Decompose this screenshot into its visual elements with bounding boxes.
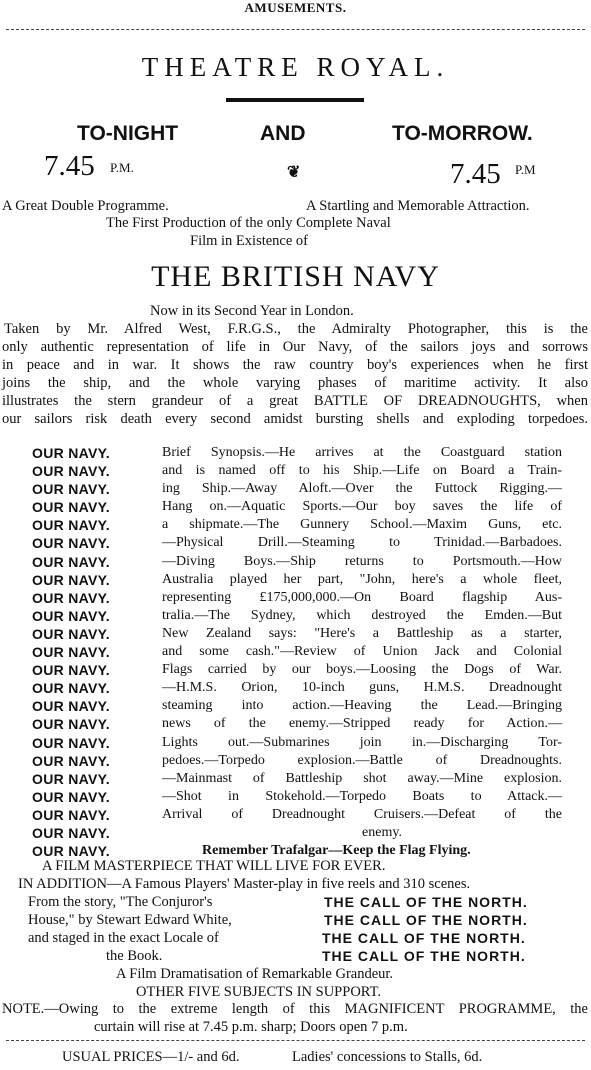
navy-label: OUR NAVY. <box>32 463 110 480</box>
theatre-name: THEATRE ROYAL. <box>141 52 450 82</box>
intro-line-2: The First Production of the only Complete Naval <box>106 215 391 231</box>
navy-label: OUR NAVY. <box>32 644 110 661</box>
synopsis-closing: Remember Trafalgar—Keep the Flag Flying. <box>202 843 471 859</box>
synopsis-line: Brief Synopsis.—He arrives at the Coastguard station <box>162 445 562 460</box>
synopsis-line: and some cash."—Review of Union Jack and Colonial <box>162 644 562 660</box>
synopsis-line: steaming into action.—Heaving the Lead.—Bringing <box>162 698 562 714</box>
synopsis-line: and is named off to his Ship.—Life on Board a Train- <box>162 463 562 479</box>
synopsis-line: tralia.—The Sydney, which destroyed the Emden.—But <box>162 607 562 623</box>
synopsis-line: —Mainmast of Battleship shot away.—Mine explosion. <box>162 770 562 786</box>
synopsis-line: Australia played her part, "John, here's a whole fleet, <box>162 571 562 587</box>
navy-label: OUR NAVY. <box>32 716 110 733</box>
description-line: joins the ship, and the whole varying phases of maritime activity. It also <box>2 375 588 391</box>
navy-label: OUR NAVY. <box>32 824 110 841</box>
main-title: THE BRITISH NAVY <box>151 260 440 293</box>
headline-tonight: TO-NIGHT <box>77 122 179 145</box>
synopsis-line: —H.M.S. Orion, 10-inch guns, H.M.S. Dreadnought <box>162 680 562 696</box>
navy-label: OUR NAVY. <box>32 662 110 679</box>
story-line: the Book. <box>106 948 163 964</box>
time-right: 7.45 <box>450 158 501 190</box>
section-header: AMUSEMENTS. <box>244 0 347 15</box>
synopsis-line: enemy. <box>362 824 402 840</box>
note-line: curtain will rise at 7.45 p.m. sharp; Doors open 7 p.m. <box>94 1019 408 1035</box>
synopsis-line: pedoes.—Torpedo explosion.—Battle of Dreadnoughts. <box>162 752 562 768</box>
description-line: illustrates the stern grandeur of a great BATTLE OF DREADNOUGHTS, when <box>2 393 588 409</box>
header-rule <box>6 29 585 30</box>
synopsis-line: Flags carried by our boys.—Loosing the Dogs of War. <box>162 662 562 678</box>
navy-label-column <box>32 444 110 860</box>
addition-line: IN ADDITION—A Famous Players' Master-play in five reels and 310 scenes. <box>18 876 471 892</box>
note-line: NOTE.—Owing to the extreme length of this MAGNIFICENT PROGRAMME, the <box>2 1001 588 1017</box>
footer-rule <box>6 1040 585 1041</box>
navy-label: OUR NAVY. <box>32 625 110 642</box>
time-left-suffix: P.M. <box>110 160 134 175</box>
prices-right: Ladies' concessions to Stalls, 6d. <box>292 1049 483 1065</box>
description-line: only authentic representation of life in Our Navy, of the sailors joys and sorrows <box>2 339 588 355</box>
synopsis-line: news of the enemy.—Stripped ready for Action.— <box>162 716 562 732</box>
intro-line-3: Film in Existence of <box>190 233 308 249</box>
navy-label: OUR NAVY. <box>32 481 110 498</box>
navy-label: OUR NAVY. <box>32 517 110 534</box>
navy-label: OUR NAVY. <box>32 843 110 860</box>
headline-and: AND <box>260 122 306 145</box>
synopsis-line: representing £175,000,000.—On Board flagship Aus- <box>162 589 562 605</box>
time-left: 7.45 <box>44 150 95 182</box>
synopsis-line: Lights out.—Submarines join in.—Discharging Tor- <box>162 734 562 750</box>
story-line: From the story, "The Conjuror's <box>28 894 213 910</box>
synopsis-line: —Diving Boys.—Ship returns to Portsmouth.—How <box>162 553 562 569</box>
synopsis-line: Arrival of Dreadnought Cruisers.—Defeat of the <box>162 806 562 822</box>
synopsis-line: Hang on.—Aquatic Sports.—Our boy saves the life of <box>162 499 562 515</box>
navy-label: OUR NAVY. <box>32 445 110 461</box>
other-subjects-line: OTHER FIVE SUBJECTS IN SUPPORT. <box>136 984 381 1000</box>
dramatisation-line: A Film Dramatisation of Remarkable Grandeur. <box>116 966 394 982</box>
intro-left: A Great Double Programme. <box>2 198 169 214</box>
navy-label: OUR NAVY. <box>32 535 110 552</box>
navy-label: OUR NAVY. <box>32 752 110 769</box>
call-of-north-line: THE CALL OF THE NORTH. <box>322 948 526 964</box>
navy-label: OUR NAVY. <box>32 607 110 624</box>
synopsis-column <box>162 444 562 860</box>
navy-label: OUR NAVY. <box>32 589 110 606</box>
title-divider <box>226 98 364 102</box>
synopsis-line: a shipmate.—The Gunnery School.—Maxim Guns, etc. <box>162 517 562 533</box>
navy-label: OUR NAVY. <box>32 499 110 516</box>
navy-label: OUR NAVY. <box>32 571 110 588</box>
synopsis-line: ing Ship.—Away Aloft.—Over the Futtock Rigging.— <box>162 481 562 497</box>
call-of-north-line: THE CALL OF THE NORTH. <box>324 912 528 928</box>
story-line: and staged in the exact Locale of <box>28 930 219 946</box>
synopsis-line: —Shot in Stokehold.—Torpedo Boats to Attack.— <box>162 788 562 804</box>
ornament-icon: ❦ <box>287 164 301 181</box>
navy-label: OUR NAVY. <box>32 680 110 697</box>
masterpiece-line: A FILM MASTERPIECE THAT WILL LIVE FOR EVER. <box>42 858 386 874</box>
intro-right: A Startling and Memorable Attraction. <box>306 198 530 214</box>
synopsis-line: —Physical Drill.—Steaming to Trinidad.—Barbadoes. <box>162 535 562 551</box>
navy-label: OUR NAVY. <box>32 770 110 787</box>
navy-label: OUR NAVY. <box>32 806 110 823</box>
navy-label: OUR NAVY. <box>32 698 110 715</box>
navy-label: OUR NAVY. <box>32 788 110 805</box>
description-line: in peace and in war. It shows the raw country boy's experiences when he first <box>2 357 588 373</box>
call-of-north-line: THE CALL OF THE NORTH. <box>322 930 526 946</box>
story-line: House," by Stewart Edward White, <box>28 912 232 928</box>
navy-label: OUR NAVY. <box>32 734 110 751</box>
headline-tomorrow: TO-MORROW. <box>392 122 533 145</box>
subtitle: Now in its Second Year in London. <box>150 303 354 319</box>
navy-label: OUR NAVY. <box>32 553 110 570</box>
description-line: Taken by Mr. Alfred West, F.R.G.S., the Admiralty Photographer, this is the <box>4 321 588 337</box>
synopsis-line: New Zealand says: "Here's a Battleship as a starter, <box>162 625 562 641</box>
prices-left: USUAL PRICES—1/- and 6d. <box>62 1049 240 1065</box>
description-line: our sailors risk death every second amidst bursting shells and exploding torpedoes. <box>2 411 588 427</box>
call-of-north-line: THE CALL OF THE NORTH. <box>324 894 528 910</box>
time-right-suffix: P.M <box>515 162 536 177</box>
